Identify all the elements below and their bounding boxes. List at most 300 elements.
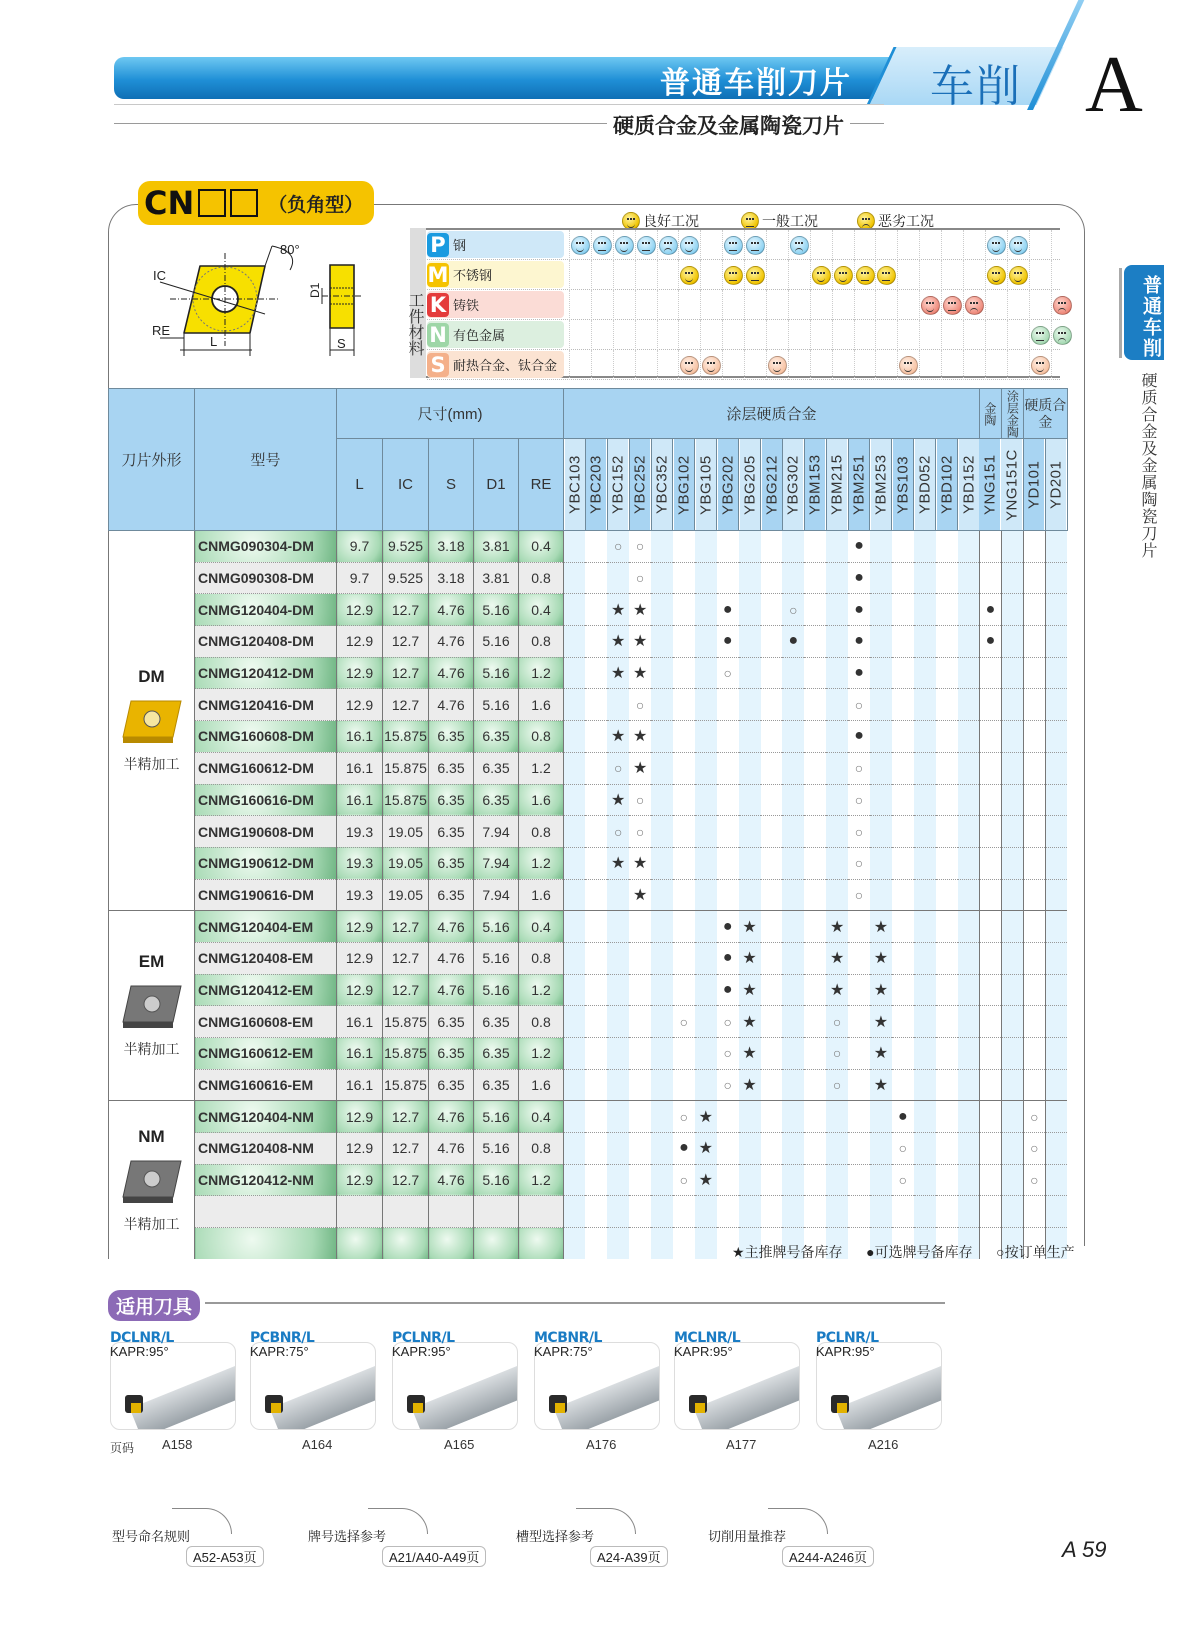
grade-cell [629, 1196, 651, 1228]
material-row-s [427, 350, 1060, 380]
grade-cell [782, 1101, 804, 1133]
svg-text:RE: RE [152, 323, 171, 338]
material-cell [875, 230, 897, 260]
grade-cell [1023, 879, 1045, 911]
model-cell: CNMG090308-DM [195, 562, 337, 594]
grade-cell [1001, 879, 1023, 911]
dimension-cell: 0.8 [519, 1006, 564, 1038]
dimension-cell: 5.16 [474, 974, 519, 1006]
col-grade: YNG151C [1001, 439, 1023, 531]
grade-cell [651, 1196, 673, 1228]
grade-cell [936, 1196, 958, 1228]
grade-cell [673, 784, 695, 816]
material-cell [591, 290, 613, 320]
col-grade: YBG205 [739, 439, 761, 531]
grade-cell: ● [848, 721, 870, 753]
model-cell: CNMG160608-EM [195, 1006, 337, 1038]
material-cell [919, 350, 941, 380]
grade-cell [958, 626, 980, 658]
grade-cell: ● [717, 626, 739, 658]
grade-table [108, 388, 1068, 1259]
grade-cell [936, 911, 958, 943]
grade-cell [958, 816, 980, 848]
legend-bad: 恶劣工况 [857, 211, 934, 231]
tool-page-link[interactable]: A164 [302, 1437, 333, 1452]
grade-cell [607, 1196, 629, 1228]
reference-page-link[interactable]: A21/A40-A49页 [382, 1546, 486, 1567]
grade-cell [695, 1196, 717, 1228]
arrow-icon [768, 1508, 828, 1534]
smile-face-icon [680, 236, 699, 255]
material-cell [678, 230, 700, 260]
grade-cell [564, 1101, 586, 1133]
grade-cell: ★ [870, 1038, 892, 1070]
grade-cell [870, 752, 892, 784]
dimension-cell: 4.76 [429, 911, 474, 943]
grade-cell [673, 911, 695, 943]
grade-cell [673, 562, 695, 594]
material-cell [766, 230, 788, 260]
product-badge [138, 181, 374, 225]
grade-cell [564, 1006, 586, 1038]
grade-cell: ○ [892, 1164, 914, 1196]
material-cell [810, 230, 832, 260]
grade-cell [1045, 594, 1067, 626]
dimension-cell: 6.35 [429, 784, 474, 816]
grade-cell [958, 1133, 980, 1165]
material-cell [635, 290, 657, 320]
grade-cell [936, 1164, 958, 1196]
grade-cell [936, 879, 958, 911]
grade-cell [761, 721, 783, 753]
grade-cell [1001, 721, 1023, 753]
dimension-cell: 12.9 [337, 1101, 383, 1133]
dimension-cell: 1.2 [519, 847, 564, 879]
dimension-cell [337, 1228, 383, 1260]
col-model: 型号 [195, 389, 337, 531]
grade-cell [848, 942, 870, 974]
dimension-cell: 7.94 [474, 816, 519, 848]
grade-cell [914, 1164, 936, 1196]
grade-cell: ● [848, 657, 870, 689]
grade-cell [870, 689, 892, 721]
col-cermet: 金陶 [979, 389, 1001, 439]
material-cell [919, 260, 941, 290]
dimension-cell [337, 1196, 383, 1228]
dimension-cell: 12.7 [383, 911, 429, 943]
dimension-cell [429, 1196, 474, 1228]
grade-cell [607, 1038, 629, 1070]
grade-cell [958, 942, 980, 974]
col-grade: YBC203 [585, 439, 607, 531]
grade-cell [804, 657, 826, 689]
grade-cell: ★ [826, 942, 848, 974]
material-row-k [427, 290, 1060, 320]
material-cell [1051, 290, 1073, 320]
grade-cell: ★ [629, 657, 651, 689]
material-cell [897, 320, 919, 350]
grade-cell [585, 816, 607, 848]
sad-face-icon [965, 296, 984, 315]
grade-cell [695, 531, 717, 563]
grade-cell [1001, 1006, 1023, 1038]
grade-cell [892, 1006, 914, 1038]
dimension-cell: 12.7 [383, 1133, 429, 1165]
grade-cell [1045, 689, 1067, 721]
legend-good: 良好工况 [622, 211, 699, 231]
grade-cell [739, 531, 761, 563]
grade-cell [804, 847, 826, 879]
grade-cell: ○ [629, 689, 651, 721]
grade-cell [1023, 1038, 1045, 1070]
material-cell [788, 290, 810, 320]
section-letter: A [1085, 41, 1143, 129]
grade-cell [914, 974, 936, 1006]
grade-cell: ● [717, 594, 739, 626]
col-grade: YNG151 [979, 439, 1001, 531]
grade-cell [1023, 594, 1045, 626]
grade-cell [629, 1038, 651, 1070]
grade-cell [651, 1006, 673, 1038]
material-cell [1029, 350, 1051, 380]
grade-cell [1001, 1133, 1023, 1165]
material-cell [832, 320, 854, 350]
material-cell [832, 230, 854, 260]
col-l: L [337, 439, 383, 531]
grade-cell [892, 531, 914, 563]
table-row [109, 562, 1068, 594]
grade-cell [958, 531, 980, 563]
grade-cell: ● [848, 531, 870, 563]
grade-cell: ○ [826, 1069, 848, 1101]
grade-cell: ○ [848, 879, 870, 911]
grade-cell [979, 942, 1001, 974]
side-tab[interactable]: 普通车削 [1124, 265, 1164, 360]
grade-cell [892, 974, 914, 1006]
grade-cell [1023, 531, 1045, 563]
grade-cell [1045, 879, 1067, 911]
grade-cell [914, 721, 936, 753]
grade-cell [564, 974, 586, 1006]
grade-cell: ★ [607, 657, 629, 689]
grade-cell: ★ [629, 721, 651, 753]
grade-cell: ★ [739, 974, 761, 1006]
grade-cell: ○ [848, 847, 870, 879]
grade-cell [1045, 816, 1067, 848]
tool-page-link[interactable]: A177 [726, 1437, 757, 1452]
grade-cell: ★ [695, 1101, 717, 1133]
grade-cell [826, 879, 848, 911]
grade-cell [717, 1164, 739, 1196]
tool-card[interactable]: MCBNR/L KAPR:75° [534, 1330, 660, 1359]
grade-cell: ○ [848, 689, 870, 721]
angle-label: 80° [280, 242, 300, 257]
grade-cell [607, 1069, 629, 1101]
grade-cell [629, 1069, 651, 1101]
grade-cell [826, 689, 848, 721]
grade-cell: ○ [848, 816, 870, 848]
col-grade: YBG302 [782, 439, 804, 531]
grade-cell [585, 1196, 607, 1228]
grade-cell [739, 1164, 761, 1196]
dimension-cell: 12.9 [337, 626, 383, 658]
grade-cell: ★ [629, 594, 651, 626]
grade-cell: ○ [1023, 1164, 1045, 1196]
grade-cell [1023, 752, 1045, 784]
dimension-cell: 6.35 [474, 721, 519, 753]
grade-cell [914, 1196, 936, 1228]
table-row [109, 784, 1068, 816]
grade-cell: ★ [739, 1006, 761, 1038]
tool-card[interactable]: PCLNR/L KAPR:95° [392, 1330, 518, 1359]
grade-cell [629, 911, 651, 943]
grade-cell: ★ [826, 911, 848, 943]
grade-cell [1001, 562, 1023, 594]
grade-cell [958, 847, 980, 879]
grade-cell: ○ [1023, 1133, 1045, 1165]
dimension-cell: 4.76 [429, 689, 474, 721]
grade-cell [629, 1006, 651, 1038]
dimension-cell: 15.875 [383, 721, 429, 753]
tool-card[interactable]: MCLNR/L KAPR:95° [674, 1330, 800, 1359]
smile-face-icon [1031, 356, 1050, 375]
dimension-cell: 1.2 [519, 657, 564, 689]
material-cell [875, 290, 897, 320]
grade-cell [892, 657, 914, 689]
grade-cell [695, 1038, 717, 1070]
dimension-cell: 5.16 [474, 657, 519, 689]
grade-cell: ○ [826, 1038, 848, 1070]
grade-cell [695, 562, 717, 594]
tool-page-link[interactable]: A176 [586, 1437, 617, 1452]
dimension-cell: 19.05 [383, 847, 429, 879]
grade-cell: ○ [826, 1006, 848, 1038]
dimension-cell: 15.875 [383, 1038, 429, 1070]
grade-cell [717, 1101, 739, 1133]
grade-cell [782, 1038, 804, 1070]
table-row [109, 942, 1068, 974]
grade-cell [979, 562, 1001, 594]
dimension-cell: 16.1 [337, 721, 383, 753]
grade-cell [958, 562, 980, 594]
material-cell [1029, 230, 1051, 260]
grade-cell: ★ [695, 1164, 717, 1196]
material-cell [897, 290, 919, 320]
grade-cell [979, 531, 1001, 563]
grade-cell [936, 562, 958, 594]
grade-cell [651, 689, 673, 721]
table-row [109, 626, 1068, 658]
grade-cell [585, 562, 607, 594]
grade-cell [651, 816, 673, 848]
grade-cell [892, 721, 914, 753]
tool-page-link[interactable]: A158 [162, 1437, 193, 1452]
dimension-cell: 5.16 [474, 1133, 519, 1165]
grade-cell [979, 974, 1001, 1006]
dimension-cell: 4.76 [429, 594, 474, 626]
grade-cell [673, 1038, 695, 1070]
grade-cell [564, 784, 586, 816]
grade-cell [1001, 942, 1023, 974]
tool-card[interactable]: DCLNR/L KAPR:95° [110, 1330, 236, 1359]
material-cell [1051, 350, 1073, 380]
material-cell [854, 350, 876, 380]
grade-cell [1001, 1101, 1023, 1133]
grade-cell [717, 847, 739, 879]
material-cell [854, 260, 876, 290]
grade-cell [695, 816, 717, 848]
grade-cell [739, 594, 761, 626]
material-cell [810, 320, 832, 350]
table-row [109, 974, 1068, 1006]
table-row [109, 911, 1068, 943]
material-cell [766, 350, 788, 380]
grade-cell: ● [717, 911, 739, 943]
grade-cell [848, 1133, 870, 1165]
grade-cell: ★ [607, 626, 629, 658]
grade-cell [607, 1101, 629, 1133]
grade-cell [585, 1133, 607, 1165]
grade-cell [804, 1133, 826, 1165]
grade-cell [1045, 911, 1067, 943]
grade-cell [979, 1164, 1001, 1196]
grade-cell [1001, 1196, 1023, 1228]
grade-cell [651, 721, 673, 753]
grade-cell: ● [717, 942, 739, 974]
grade-cell [651, 911, 673, 943]
dimension-cell: 12.9 [337, 1133, 383, 1165]
grade-cell [1023, 721, 1045, 753]
grade-cell [936, 594, 958, 626]
dimension-cell: 12.7 [383, 1101, 429, 1133]
page-number: A 59 [1062, 1537, 1107, 1562]
dimension-cell: 6.35 [474, 1006, 519, 1038]
grade-cell [804, 879, 826, 911]
reference-label: 型号命名规则 [112, 1529, 191, 1544]
grade-cell [936, 784, 958, 816]
grade-cell [695, 879, 717, 911]
grade-cell [1045, 1196, 1067, 1228]
tool-card[interactable]: PCBNR/L KAPR:75° [250, 1330, 376, 1359]
material-cell [832, 290, 854, 320]
material-cell [788, 260, 810, 290]
material-cell [897, 230, 919, 260]
material-cell [744, 290, 766, 320]
tool-page-link[interactable]: A216 [868, 1437, 899, 1452]
grade-cell [979, 689, 1001, 721]
tool-page-link[interactable]: A165 [444, 1437, 475, 1452]
reference-page-link[interactable]: A24-A39页 [590, 1546, 668, 1567]
grade-cell [695, 689, 717, 721]
grade-cell [607, 689, 629, 721]
insert-shape-dm: DM 半精加工 [109, 531, 195, 911]
neutral-face-icon [724, 236, 743, 255]
grade-cell [695, 974, 717, 1006]
material-cell [613, 350, 635, 380]
material-cell [1051, 260, 1073, 290]
dimension-cell: 6.35 [474, 784, 519, 816]
grade-cell: ● [848, 562, 870, 594]
model-cell: CNMG120412-DM [195, 657, 337, 689]
dimension-cell: 19.3 [337, 816, 383, 848]
grade-cell [892, 1196, 914, 1228]
material-cell [678, 290, 700, 320]
model-cell [195, 1196, 337, 1228]
table-row [109, 752, 1068, 784]
grade-cell [651, 626, 673, 658]
grade-cell [1023, 974, 1045, 1006]
grade-cell [892, 1038, 914, 1070]
grade-cell [914, 626, 936, 658]
grade-cell [695, 626, 717, 658]
material-cell [810, 350, 832, 380]
page-subtitle: 硬质合金及金属陶瓷刀片 [607, 110, 850, 140]
grade-cell [564, 531, 586, 563]
reference-page-link[interactable]: A244-A246页 [782, 1546, 874, 1567]
grade-cell: ○ [629, 784, 651, 816]
placeholder-box [198, 189, 226, 217]
material-cell [569, 320, 591, 350]
grade-cell [739, 1101, 761, 1133]
grade-cell [695, 594, 717, 626]
grade-cell [607, 879, 629, 911]
grade-cell [936, 1101, 958, 1133]
material-cell [744, 260, 766, 290]
grade-cell [782, 1006, 804, 1038]
grade-cell [651, 1069, 673, 1101]
grade-cell [914, 1038, 936, 1070]
grade-cell [585, 974, 607, 1006]
grade-cell [564, 721, 586, 753]
material-cell [810, 260, 832, 290]
material-cell [635, 230, 657, 260]
material-cell [1029, 290, 1051, 320]
grade-cell [958, 1164, 980, 1196]
material-cell [744, 350, 766, 380]
grade-cell [782, 1164, 804, 1196]
grade-cell: ○ [673, 1101, 695, 1133]
grade-cell [870, 594, 892, 626]
neutral-face-icon [724, 266, 743, 285]
grade-cell: ○ [848, 752, 870, 784]
grade-cell [761, 1196, 783, 1228]
grade-cell [673, 847, 695, 879]
placeholder-box [230, 189, 258, 217]
grade-cell [782, 879, 804, 911]
grade-cell [564, 816, 586, 848]
reference-page-link[interactable]: A52-A53页 [186, 1546, 264, 1567]
dimension-cell: 4.76 [429, 1164, 474, 1196]
svg-text:D1: D1 [308, 282, 322, 298]
dimension-cell: 12.9 [337, 942, 383, 974]
grade-cell [564, 594, 586, 626]
grade-cell [936, 942, 958, 974]
material-cell [1051, 320, 1073, 350]
dimension-cell: 7.94 [474, 847, 519, 879]
tool-card[interactable]: PCLNR/L KAPR:95° [816, 1330, 942, 1359]
dimension-cell: 3.18 [429, 531, 474, 563]
grade-cell: ★ [739, 1038, 761, 1070]
material-cell [919, 230, 941, 260]
grade-cell [673, 721, 695, 753]
grade-cell [958, 594, 980, 626]
material-cell [700, 230, 722, 260]
dimension-cell: 4.76 [429, 657, 474, 689]
grade-cell [804, 974, 826, 1006]
col-ic: IC [383, 439, 429, 531]
dimension-cell: 5.16 [474, 1101, 519, 1133]
grade-cell [914, 847, 936, 879]
